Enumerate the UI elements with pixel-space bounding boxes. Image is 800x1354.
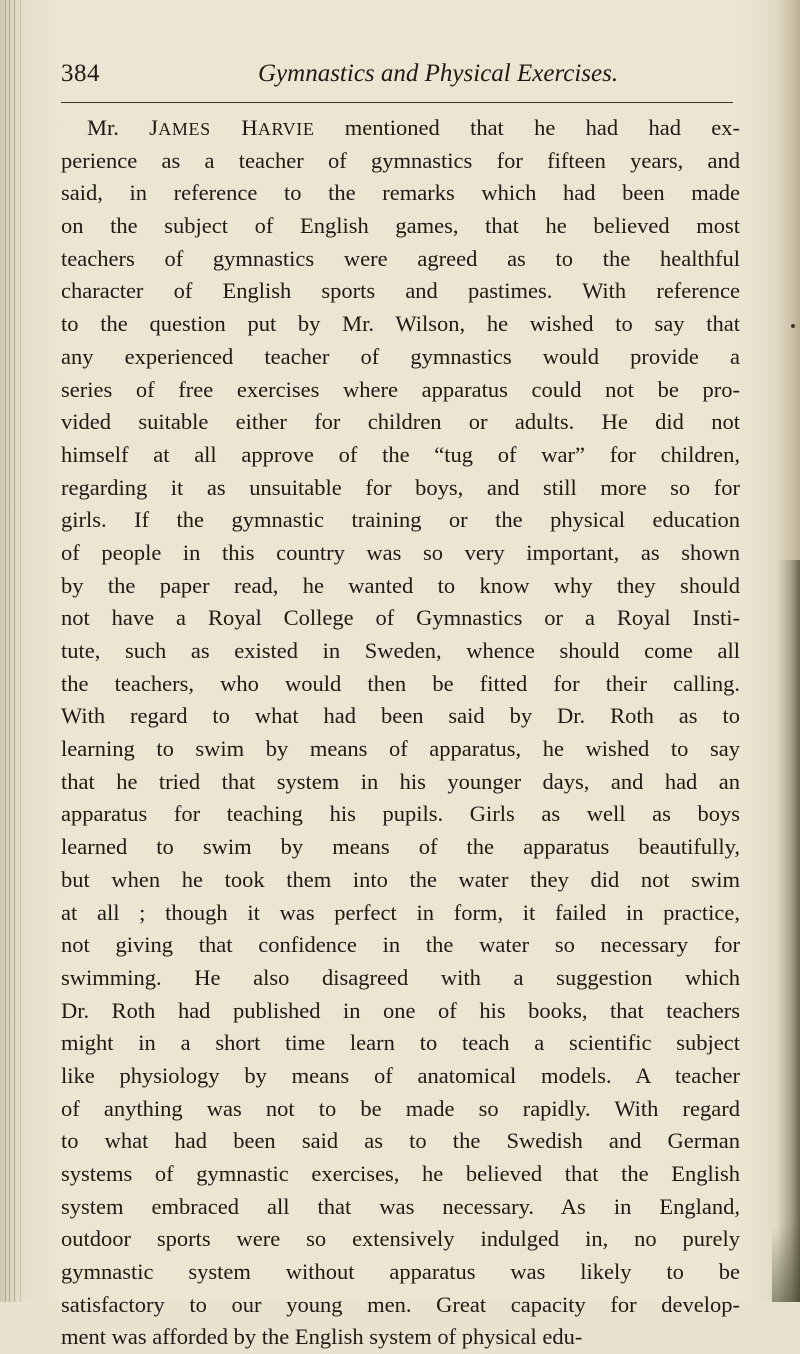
page-edge-shadow bbox=[778, 560, 800, 1302]
page-number: 384 bbox=[61, 60, 100, 87]
text-line: gymnastic system without apparatus was likely to be bbox=[61, 1259, 740, 1285]
text-line: to what had been said as to the Swedish and German bbox=[61, 1128, 740, 1154]
text-line: vided suitable either for children or adults. He did not bbox=[61, 409, 740, 435]
text-line: teachers of gymnastics were agreed as to the healthful bbox=[61, 245, 740, 271]
text-line-first bbox=[61, 112, 740, 145]
running-header bbox=[61, 58, 741, 94]
text-line: any experienced teacher of gymnastics would provide a bbox=[61, 343, 740, 369]
speaker-prefix: Mr. bbox=[87, 115, 119, 140]
body-text bbox=[61, 112, 740, 1354]
text-line: apparatus for teaching his pupils. Girls as well as boys bbox=[61, 801, 740, 827]
text-line: series of free exercises where apparatus could not be pro- bbox=[61, 376, 740, 402]
text-line-rest: mentioned that he had had ex- bbox=[344, 115, 741, 140]
text-line: character of English sports and pastimes. With reference bbox=[61, 278, 740, 304]
text-line: not have a Royal College of Gymnastics or a Royal Insti- bbox=[61, 605, 740, 631]
text-line: girls. If the gymnastic training or the physical education bbox=[61, 507, 740, 533]
text-line: of anything was not to be made so rapidly. With regard bbox=[61, 1095, 740, 1121]
text-line: not giving that confidence in the water so necessary for bbox=[61, 932, 740, 958]
text-line: learning to swim by means of apparatus, he wished to say bbox=[61, 736, 740, 762]
text-line: swimming. He also disagreed with a suggestion which bbox=[61, 964, 740, 990]
text-line: of people in this country was so very important, as shown bbox=[61, 539, 740, 565]
text-line: perience as a teacher of gymnastics for fifteen years, and bbox=[61, 147, 740, 173]
text-line: ment was afforded by the English system of physical edu- bbox=[61, 1324, 583, 1350]
text-line: the teachers, who would then be fitted for their calling. bbox=[61, 670, 740, 696]
text-line: by the paper read, he wanted to know why they should bbox=[61, 572, 740, 598]
binding-edge-line bbox=[5, 0, 6, 1302]
text-lines bbox=[61, 145, 740, 1354]
text-line: outdoor sports were so extensively indulged in, no purely bbox=[61, 1226, 740, 1252]
text-line: With regard to what had been said by Dr. Roth as to bbox=[61, 703, 740, 729]
text-line: on the subject of English games, that he believed most bbox=[61, 213, 740, 239]
text-line: at all ; though it was perfect in form, it failed in practice, bbox=[61, 899, 740, 925]
text-line: learned to swim by means of the apparatus beautifully, bbox=[61, 834, 740, 860]
header-rule bbox=[61, 102, 733, 103]
text-line: tute, such as existed in Sweden, whence should come all bbox=[61, 638, 740, 663]
text-line: that he tried that system in his younger days, and had an bbox=[61, 768, 740, 794]
speaker-name: JAMES HARVIE bbox=[149, 115, 315, 140]
text-line: Dr. Roth had published in one of his books, that teachers bbox=[61, 997, 740, 1023]
text-line: said, in reference to the remarks which had been made bbox=[61, 180, 740, 206]
text-line: like physiology by means of anatomical models. A teacher bbox=[61, 1062, 740, 1088]
margin-speck bbox=[791, 324, 795, 328]
text-line: systems of gymnastic exercises, he believed that the English bbox=[61, 1161, 740, 1186]
text-line: system embraced all that was necessary. As in England, bbox=[61, 1193, 740, 1219]
binding-edge-line bbox=[14, 0, 15, 1302]
text-line: himself at all approve of the “tug of war” for children, bbox=[61, 441, 740, 467]
text-line: satisfactory to our young men. Great capacity for develop- bbox=[61, 1291, 740, 1317]
page-corner-stain bbox=[772, 1192, 800, 1302]
text-line: regarding it as unsuitable for boys, and still more so for bbox=[61, 474, 740, 500]
text-line: to the question put by Mr. Wilson, he wished to say that bbox=[61, 311, 740, 337]
binding-edge-line bbox=[20, 0, 21, 1302]
text-line: might in a short time learn to teach a scientific subject bbox=[61, 1030, 740, 1056]
binding-edge-line bbox=[9, 0, 10, 1302]
running-title: Gymnastics and Physical Exercises. bbox=[258, 60, 619, 87]
text-line: but when he took them into the water they did not swim bbox=[61, 866, 740, 892]
